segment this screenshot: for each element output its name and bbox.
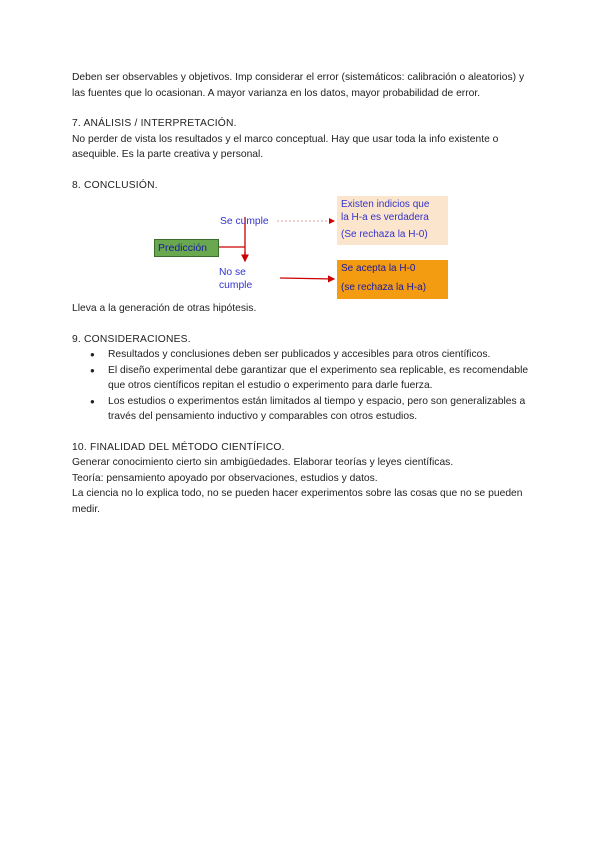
box-no-line2: (se rechaza la H-a) (341, 282, 427, 293)
considerations-list (72, 347, 532, 425)
branch-no-line2: cumple (219, 280, 253, 291)
branch-no-line1: No se (219, 267, 246, 278)
outcome-yes-box (337, 196, 448, 245)
branch-no-label (219, 266, 252, 292)
section10-heading: 10. FINALIDAD DEL MÉTODO CIENTÍFICO. (72, 441, 285, 453)
diagram-connectors (72, 195, 532, 301)
box-yes-line2: la H-a es verdadera (341, 212, 429, 223)
section8-text: Lleva a la generación de otras hipótesis. (72, 303, 257, 314)
conclusion-diagram (72, 195, 532, 301)
section8-heading: 8. CONCLUSIÓN. (72, 179, 158, 191)
list-item: ● Resultados y conclusiones deben ser publicados y accesibles para otros científicos. (108, 347, 532, 363)
connector-no-to-box (280, 278, 334, 279)
box-no-line1: Se acepta la H-0 (341, 263, 416, 274)
list-item: ● El diseño experimental debe garantizar que el experimento sea replicable, es recomendable que otros científicos repitan el estudio o experimento para darle fuerza. (108, 363, 532, 394)
section10-line: Generar conocimiento cierto sin ambigüedades. Elaborar teorías y leyes científicas. (72, 457, 454, 468)
outcome-no-box (337, 260, 448, 299)
section10-line: Teoría: pensamiento apoyado por observaciones, estudios y datos. (72, 472, 378, 484)
document-page (72, 70, 532, 517)
section7-heading: 7. ANÁLISIS / INTERPRETACIÓN. (72, 118, 237, 129)
branch-yes-label: Se cumple (220, 216, 269, 227)
section7-text: No perder de vista los resultados y el marco conceptual. Hay que usar toda la info existente o asequible. Es la parte creativa y personal. (72, 133, 499, 160)
prediction-box: Predicción (154, 239, 219, 257)
box-yes-line1: Existen indicios que (341, 199, 430, 210)
list-item: ● Los estudios o experimentos están limitados al tiempo y espacio, pero son generalizables a través del pensamiento inductivo y comparables con otros estudios. (108, 394, 532, 425)
section9-heading: 9. CONSIDERACIONES. (72, 333, 191, 345)
section10-line: La ciencia no lo explica todo, no se pueden hacer experimentos sobre las cosas que no se pueden medir. (72, 488, 523, 515)
intro-paragraph: Deben ser observables y objetivos. Imp considerar el error (sistemáticos: calibración o aleatorios) y las fuentes que lo ocasionan. A mayor varianza en los datos, mayor probabilidad de error. (72, 72, 525, 99)
box-yes-line3: (Se rechaza la H-0) (341, 229, 428, 240)
